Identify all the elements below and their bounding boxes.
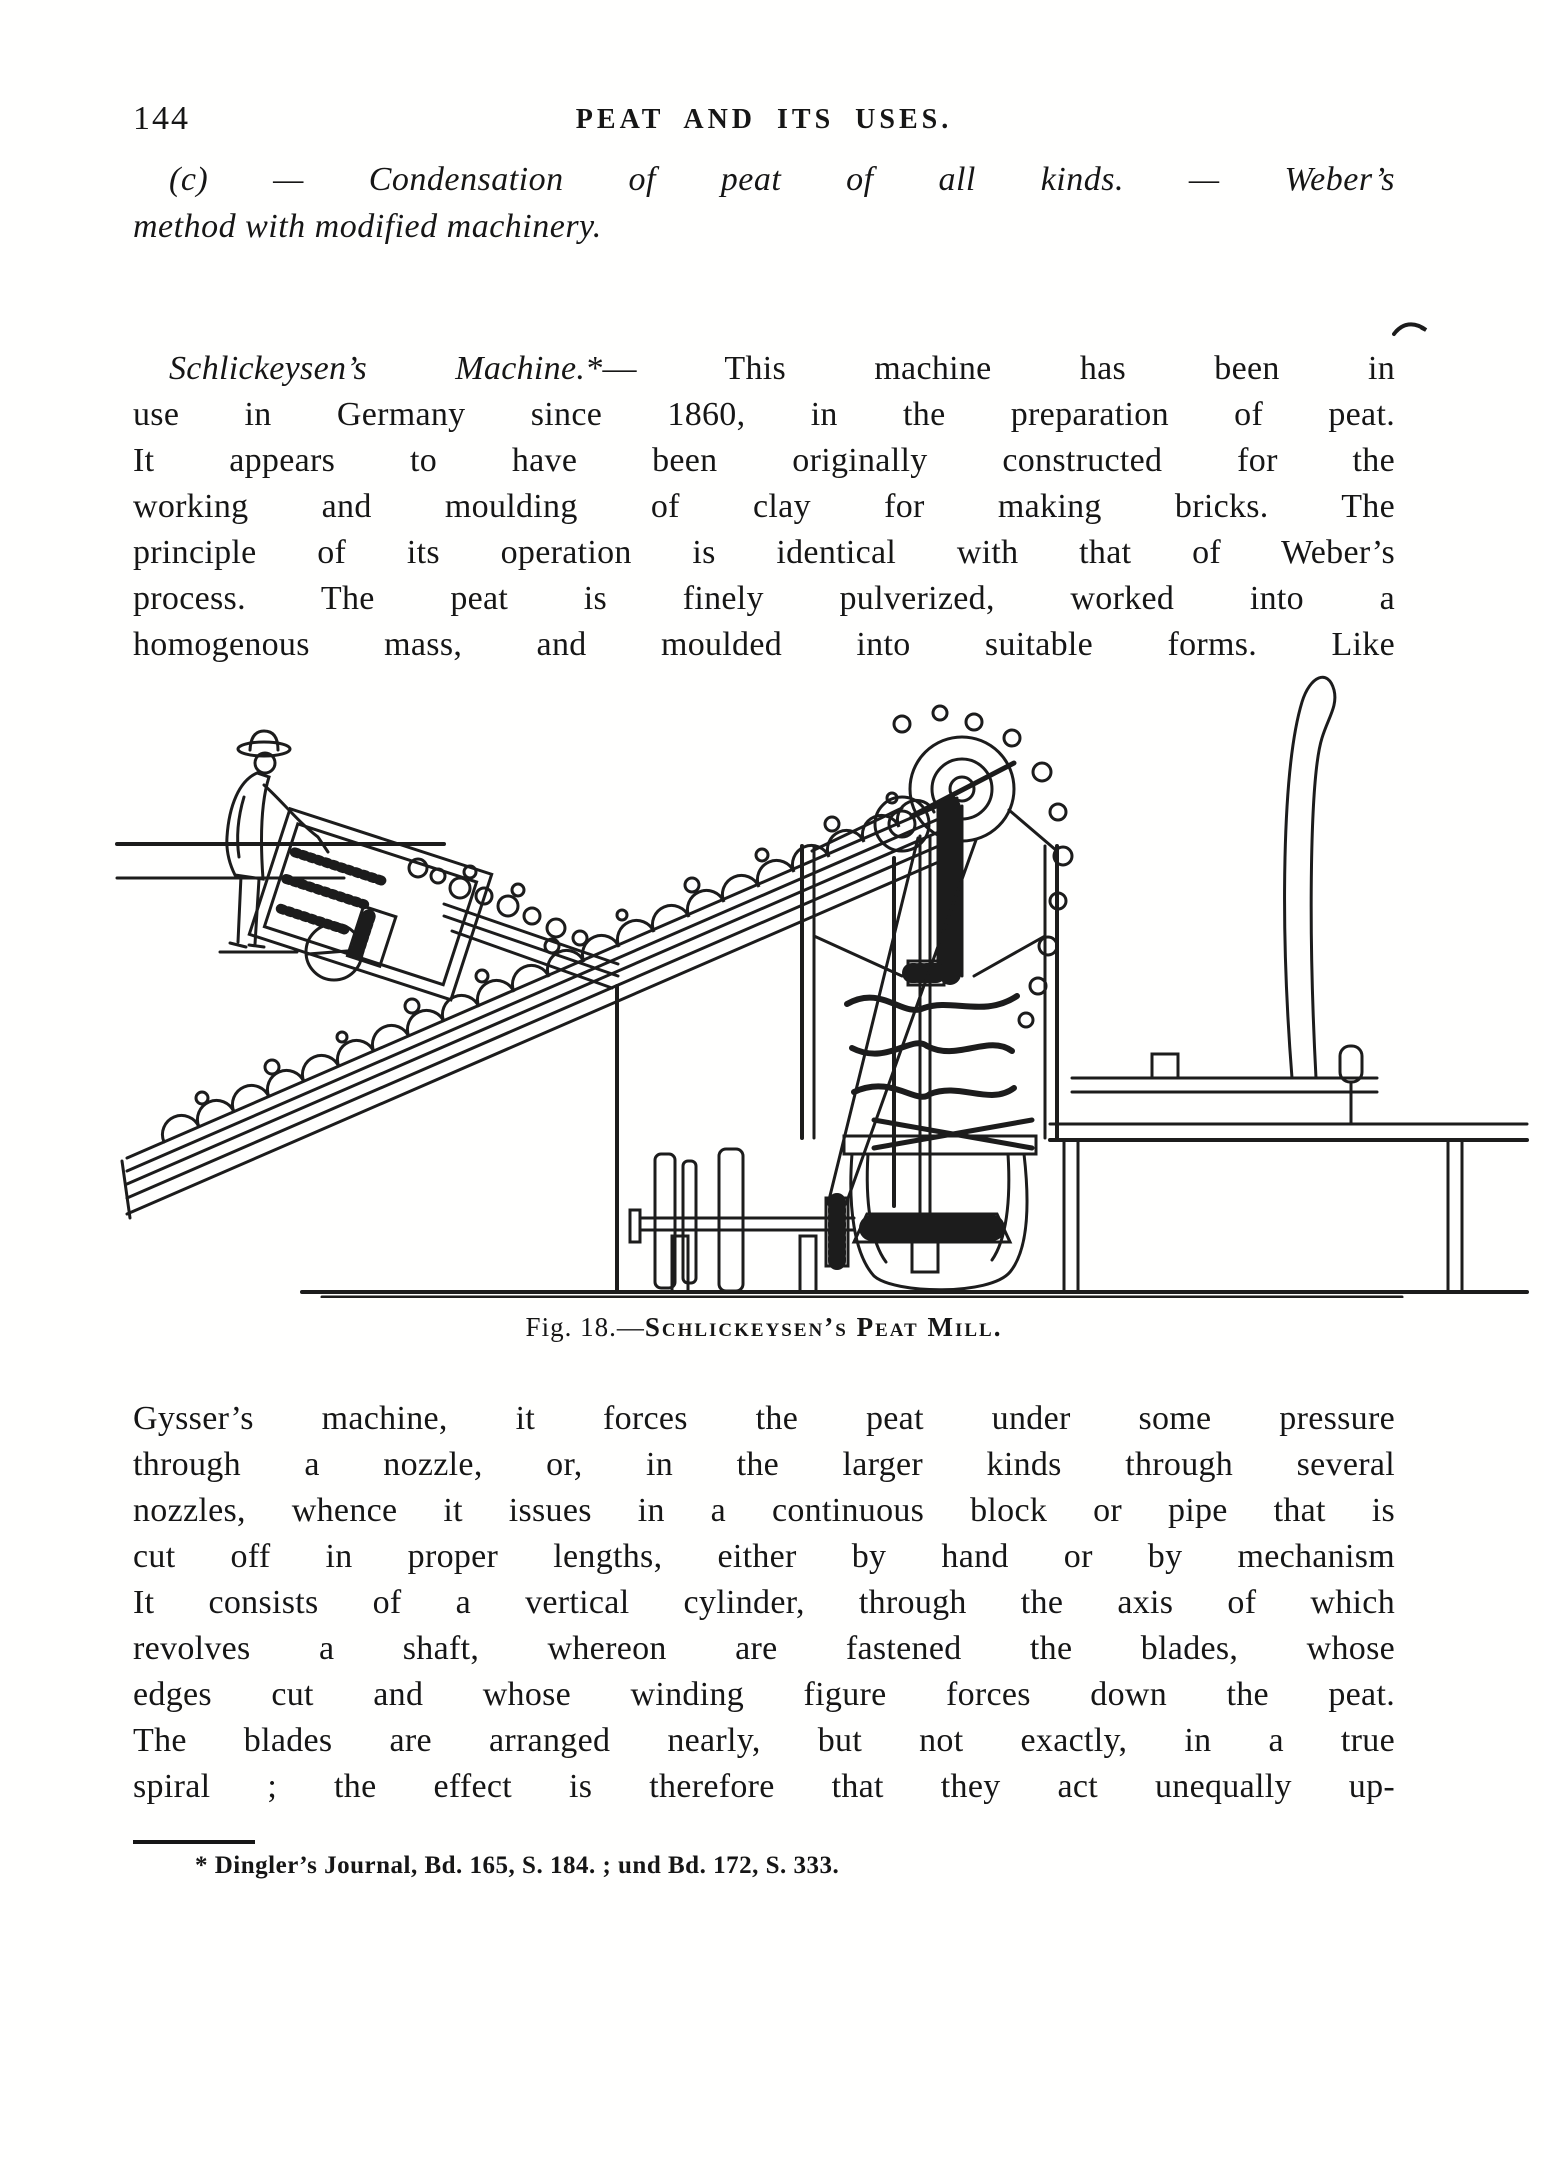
text-line: Gysser’s machine, it forces the peat under some pressure	[133, 1400, 1395, 1437]
text-line: It appears to have been originally constructed for the	[133, 442, 1395, 479]
text-line: working and moulding of clay for making bricks. The	[133, 488, 1395, 525]
text-line: cut off in proper lengths, either by hand or by mechanism	[133, 1538, 1395, 1575]
text-line: principle of its operation is identical with that of Weber’s	[133, 534, 1395, 571]
text-line: homogenous mass, and moulded into suitable forms. Like	[133, 626, 1395, 663]
figure-illustration	[112, 506, 1532, 1298]
delivery-chute	[409, 859, 618, 988]
text-line: nozzles, whence it issues in a continuous block or pipe that is	[133, 1492, 1395, 1529]
text-line: use in Germany since 1860, in the preparation of peat.	[133, 396, 1395, 433]
text-line: It consists of a vertical cylinder, through the axis of which	[133, 1584, 1395, 1621]
italic-lead: Schlickeysen’s Machine.*	[169, 350, 603, 387]
peat-box	[249, 809, 491, 1000]
caption-dash: —	[616, 1312, 645, 1342]
caption-title: Schlickeysen’s Peat Mill.	[644, 1312, 1003, 1342]
running-header	[133, 98, 1395, 142]
paragraph-2	[133, 1396, 1395, 1810]
text-line: edges cut and whose winding figure forces down the peat.	[133, 1676, 1395, 1713]
text-line: process. The peat is finely pulverized, worked into a	[133, 580, 1395, 617]
handle-tool	[1340, 1046, 1362, 1124]
stand-pipe	[1285, 677, 1335, 1078]
page-number: 144	[133, 100, 190, 137]
text-line: through a nozzle, or, in the larger kinds through several	[133, 1446, 1395, 1483]
text-line: method with modified machinery.	[133, 208, 602, 245]
gear-case	[844, 1136, 1036, 1290]
footnote: * Dingler’s Journal, Bd. 165, S. 184. ; und Bd. 172, S. 333.	[195, 1852, 840, 1879]
work-bench	[1050, 1054, 1527, 1292]
peat-mill-drawing	[112, 506, 1532, 1298]
running-header-title: PEAT AND ITS USES.	[575, 104, 953, 135]
footnote-rule	[133, 1840, 255, 1844]
figure-caption	[133, 1312, 1395, 1343]
caption-prefix: Fig. 18.	[525, 1312, 617, 1342]
text-line: (c) — Condensation of peat of all kinds. — Weber’s	[169, 161, 1395, 198]
text-line: spiral ; the effect is therefore that they act unequally up-	[133, 1768, 1395, 1805]
text-line	[133, 346, 1395, 392]
line1-rest: — This machine has been in	[602, 350, 1395, 387]
pen-mark	[1392, 318, 1432, 346]
text-line: revolves a shaft, whereon are fastened the blades, whose	[133, 1630, 1395, 1667]
text-line: The blades are arranged nearly, but not exactly, in a true	[133, 1722, 1395, 1759]
section-heading	[133, 156, 1395, 250]
